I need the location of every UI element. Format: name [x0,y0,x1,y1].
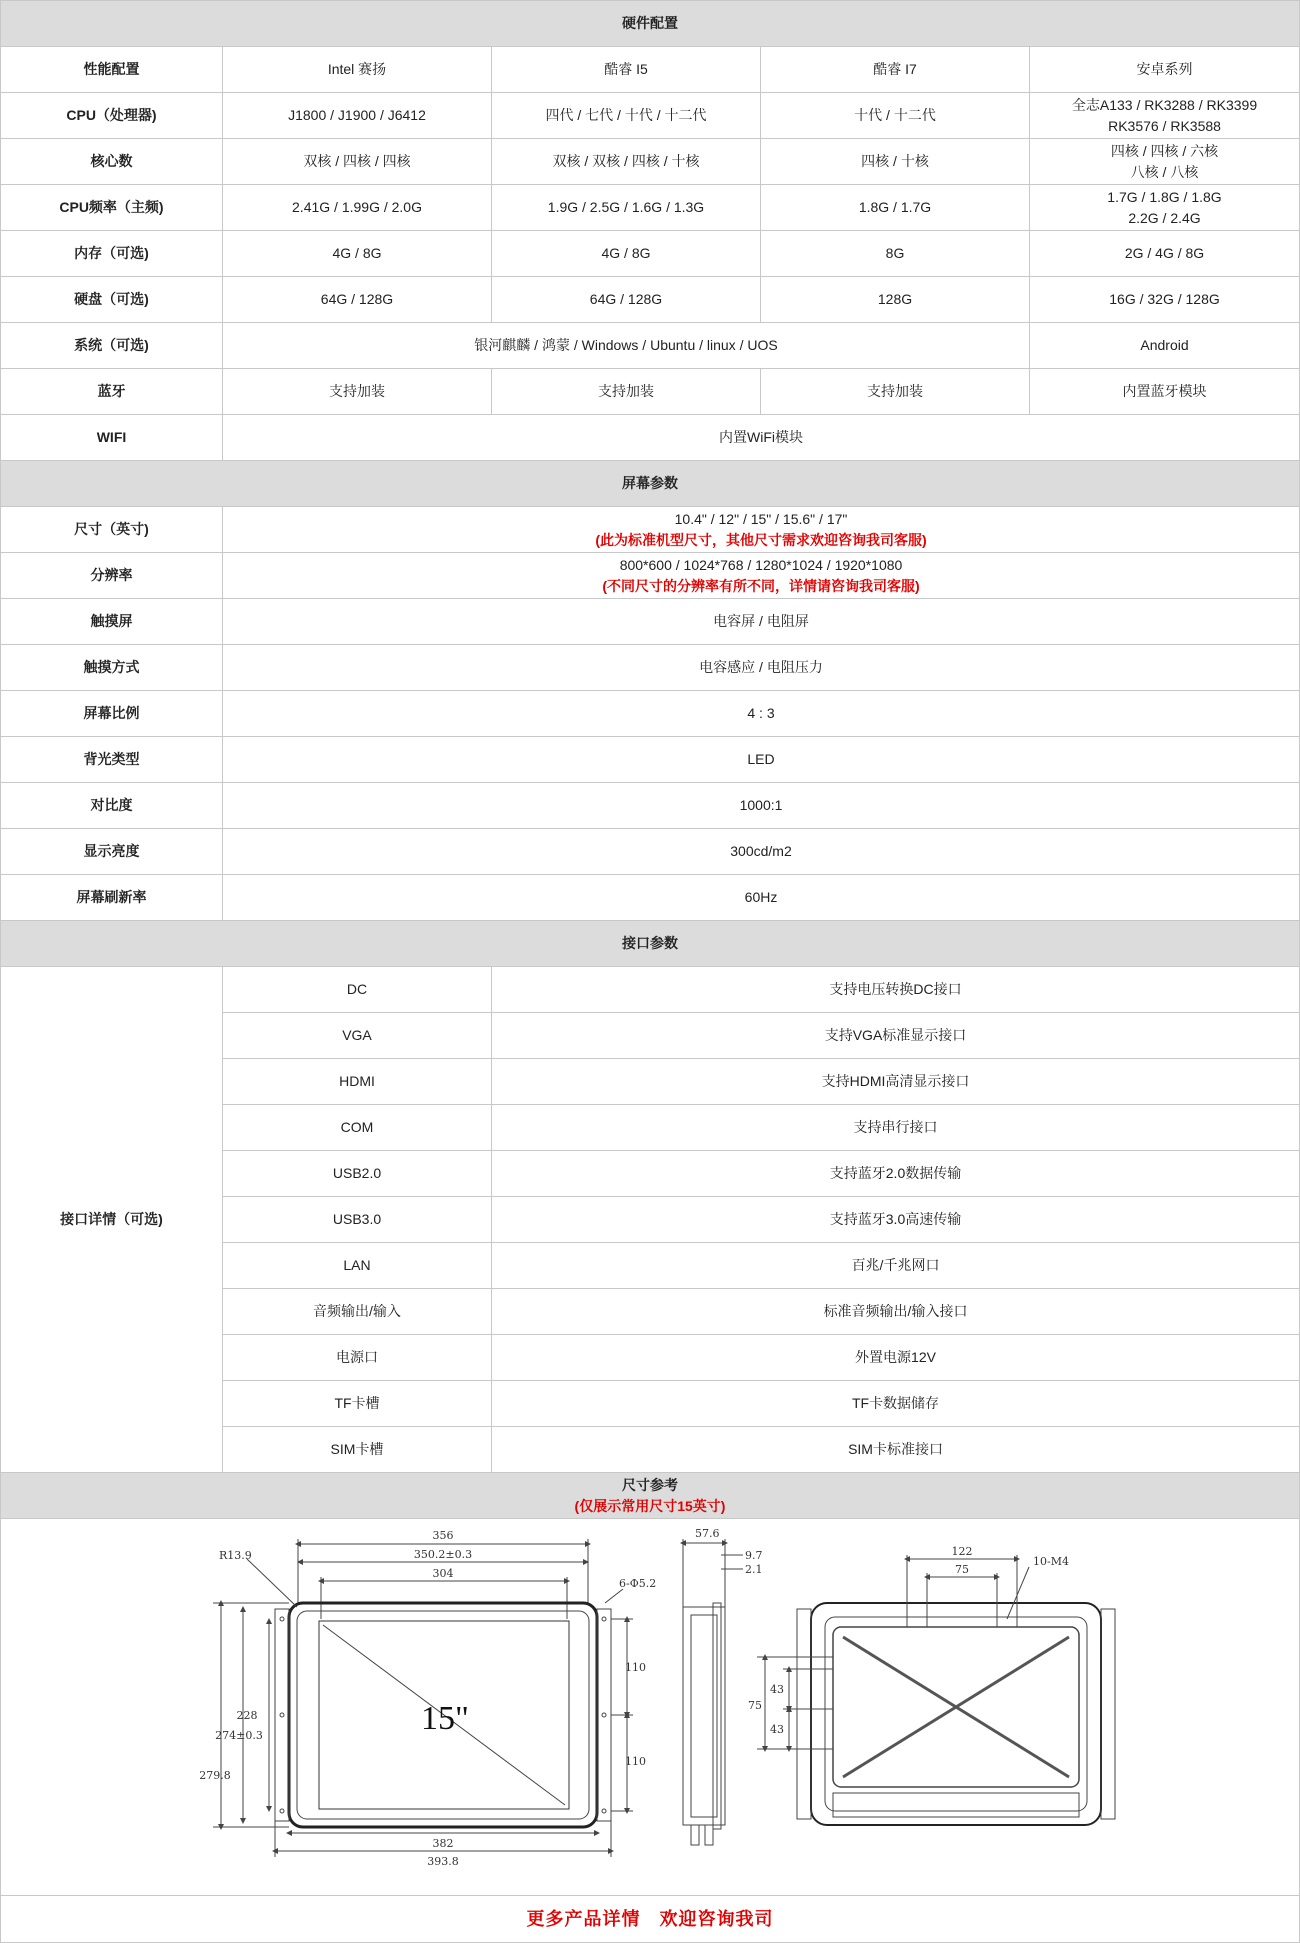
note-text: (此为标准机型尺寸，其他尺寸需求欢迎咨询我司客服) [595,531,927,548]
port-name: VGA [223,1013,492,1059]
cell: 四核 / 十核 [761,139,1030,185]
cell: 双核 / 四核 / 四核 [223,139,492,185]
table-row [1,875,1300,921]
dimension-drawing [7,1519,1300,1889]
row-label: 屏幕比例 [1,691,223,737]
cell-line: RK3576 / RK3588 [1108,117,1221,134]
cell-line: 1.7G / 1.8G / 1.8G [1107,188,1222,205]
dim-back-screws: 10-M4 [1033,1555,1069,1568]
port-desc: TF卡数据储存 [492,1381,1300,1427]
table-row [1,553,1300,599]
section-screen-title: 屏幕参数 [1,461,1300,507]
cell: 内置WiFi模块 [223,415,1300,461]
cell: 电容感应 / 电阻压力 [223,645,1300,691]
footer-contact: 更多产品详情 欢迎咨询我司 [1,1896,1300,1943]
port-desc: SIM卡标准接口 [492,1427,1300,1473]
cell: 4G / 8G [223,231,492,277]
row-label: 性能配置 [1,47,223,93]
dim-front-pitch-a: 110 [625,1661,646,1674]
col-android: 安卓系列 [1030,47,1300,93]
dim-front-holes: 6-Φ5.2 [619,1577,657,1590]
table-row [1,783,1300,829]
port-desc: 支持蓝牙3.0高速传输 [492,1197,1300,1243]
cell [1030,185,1300,231]
port-desc: 外置电源12V [492,1335,1300,1381]
row-label: 显示亮度 [1,829,223,875]
dim-front-h-outer: 279.8 [199,1769,231,1782]
dimension-drawing-cell [1,1519,1300,1896]
cell: 64G / 128G [223,277,492,323]
port-desc: 支持串行接口 [492,1105,1300,1151]
cell: 64G / 128G [492,277,761,323]
cell: 128G [761,277,1030,323]
cell: 1000:1 [223,783,1300,829]
cell: 四代 / 七代 / 十代 / 十二代 [492,93,761,139]
port-name: DC [223,967,492,1013]
cell: 300cd/m2 [223,829,1300,875]
cell: 4G / 8G [492,231,761,277]
row-label: 硬盘（可选) [1,277,223,323]
port-desc: 支持电压转换DC接口 [492,967,1300,1013]
port-name: 电源口 [223,1335,492,1381]
dim-back-h2: 43 [770,1683,784,1696]
dim-front-w-mid: 350.2±0.3 [413,1548,473,1561]
dim-front-w-mount: 382 [432,1837,454,1850]
row-label: CPU（处理器) [1,93,223,139]
note-text: (不同尺寸的分辨率有所不同，详情请咨询我司客服) [602,577,920,594]
port-desc: 支持HDMI高清显示接口 [492,1059,1300,1105]
cell-line: 800*600 / 1024*768 / 1280*1024 / 1920*1080 [619,556,903,573]
section-dimensions-title [1,1473,1300,1519]
dimensions-title: 尺寸参考 [622,1476,678,1493]
table-row [1,277,1300,323]
dimensions-note: (仅展示常用尺寸15英寸) [574,1497,726,1514]
dim-front-w-total: 393.8 [427,1855,459,1868]
table-row [1,737,1300,783]
port-desc: 标准音频输出/输入接口 [492,1289,1300,1335]
table-row [1,829,1300,875]
col-i5: 酷睿 I5 [492,47,761,93]
port-desc: 百兆/千兆网口 [492,1243,1300,1289]
cell: 1.8G / 1.7G [761,185,1030,231]
col-i7: 酷睿 I7 [761,47,1030,93]
row-label: 分辨率 [1,553,223,599]
dim-back-h1: 75 [748,1699,762,1712]
cell-line: 四核 / 四核 / 六核 [1110,142,1219,159]
cell: 支持加装 [761,369,1030,415]
side-view [683,1539,743,1845]
cell: 电容屏 / 电阻屏 [223,599,1300,645]
cell: 2.41G / 1.99G / 2.0G [223,185,492,231]
cell: 十代 / 十二代 [761,93,1030,139]
back-view [757,1555,1115,1825]
row-label: 接口详情（可选) [1,967,223,1473]
cell: Android [1030,323,1300,369]
dim-side-d1: 9.7 [745,1549,763,1562]
cell [223,507,1300,553]
cell [1030,139,1300,185]
section-ports-title: 接口参数 [1,921,1300,967]
port-desc: 支持VGA标准显示接口 [492,1013,1300,1059]
dim-front-h-view: 228 [236,1709,258,1722]
table-row [1,185,1300,231]
row-label: 背光类型 [1,737,223,783]
row-label: 触摸屏 [1,599,223,645]
front-view [213,1539,633,1857]
cell-line: 2.2G / 2.4G [1128,209,1201,226]
row-label: 蓝牙 [1,369,223,415]
table-row [1,507,1300,553]
row-label: 尺寸（英寸) [1,507,223,553]
table-row [1,415,1300,461]
col-intel: Intel 赛扬 [223,47,492,93]
cell-line: 八核 / 八核 [1130,163,1199,180]
dim-front-h-mid: 274±0.3 [215,1729,263,1742]
cell-line: 10.4" / 12" / 15" / 15.6" / 17" [674,510,848,527]
row-label: 内存（可选) [1,231,223,277]
row-label: 核心数 [1,139,223,185]
dim-back-w1: 122 [951,1545,973,1558]
cell: 支持加装 [492,369,761,415]
cell [1030,93,1300,139]
table-row [1,599,1300,645]
cell: J1800 / J1900 / J6412 [223,93,492,139]
table-row [1,47,1300,93]
port-name: USB2.0 [223,1151,492,1197]
dim-front-radius: R13.9 [219,1549,252,1562]
table-row [1,231,1300,277]
table-row [1,691,1300,737]
dim-back-h3: 43 [770,1723,784,1736]
port-name: TF卡槽 [223,1381,492,1427]
port-name: HDMI [223,1059,492,1105]
cell: 双核 / 双核 / 四核 / 十核 [492,139,761,185]
cell: 内置蓝牙模块 [1030,369,1300,415]
row-label: 触摸方式 [1,645,223,691]
cell: 银河麒麟 / 鸿蒙 / Windows / Ubuntu / linux / UOS [223,323,1030,369]
cell: 16G / 32G / 128G [1030,277,1300,323]
section-hardware-title: 硬件配置 [1,1,1300,47]
dim-front-w-view: 304 [432,1567,454,1580]
dim-front-pitch-b: 110 [625,1755,646,1768]
dim-front-w-outer: 356 [432,1529,454,1542]
port-name: LAN [223,1243,492,1289]
cell: 4 : 3 [223,691,1300,737]
row-label: WIFI [1,415,223,461]
table-row [1,93,1300,139]
cell [223,553,1300,599]
table-row [1,139,1300,185]
dim-back-w2: 75 [955,1563,969,1576]
dim-side-depth: 57.6 [695,1527,720,1540]
table-row [1,645,1300,691]
cell: 2G / 4G / 8G [1030,231,1300,277]
port-desc: 支持蓝牙2.0数据传输 [492,1151,1300,1197]
cell: 1.9G / 2.5G / 1.6G / 1.3G [492,185,761,231]
dim-side-d2: 2.1 [745,1563,763,1576]
screen-size-label: 15" [421,1700,469,1737]
port-name: USB3.0 [223,1197,492,1243]
cell: 60Hz [223,875,1300,921]
row-label: CPU频率（主频) [1,185,223,231]
port-name: COM [223,1105,492,1151]
table-row [1,323,1300,369]
port-name: 音频输出/输入 [223,1289,492,1335]
table-row [1,967,1300,1013]
cell: 8G [761,231,1030,277]
row-label: 系统（可选) [1,323,223,369]
cell-line: 全志A133 / RK3288 / RK3399 [1071,96,1258,113]
port-name: SIM卡槽 [223,1427,492,1473]
row-label: 对比度 [1,783,223,829]
table-row [1,369,1300,415]
row-label: 屏幕刷新率 [1,875,223,921]
cell: LED [223,737,1300,783]
cell: 支持加装 [223,369,492,415]
